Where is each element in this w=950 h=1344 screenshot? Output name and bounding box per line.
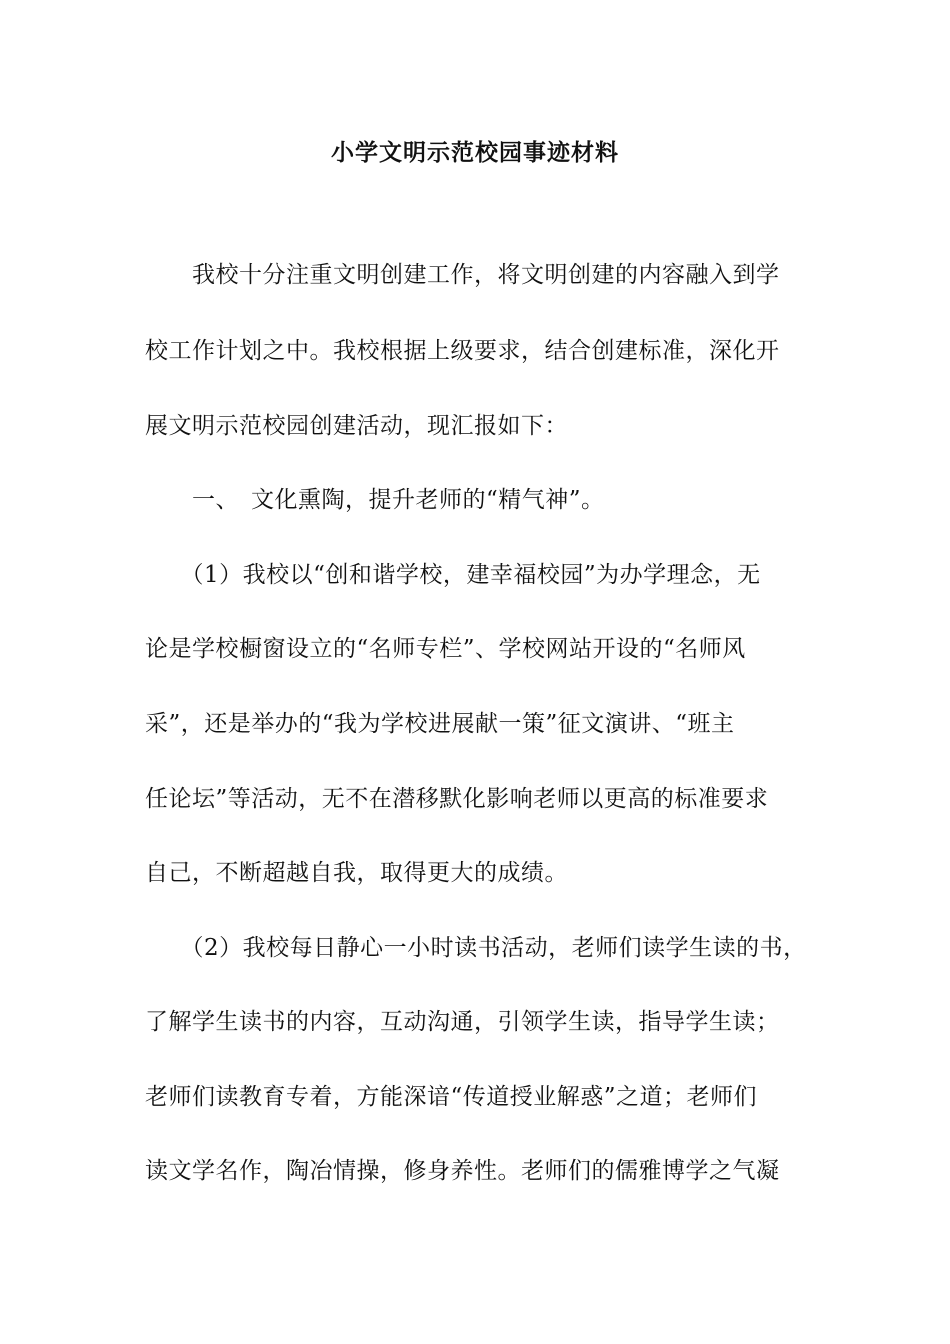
section-heading: 一、 文化熏陶，提升老师的“精气神”。 [145, 487, 605, 513]
paragraph-line: （1）我校以“创和谐学校，建幸福校园”为办学理念，无 [145, 562, 761, 588]
paragraph-line: 我校十分注重文明创建工作，将文明创建的内容融入到学 [145, 262, 780, 288]
paragraph-line: 读文学名作，陶冶情操，修身养性。老师们的儒雅博学之气凝 [145, 1158, 780, 1184]
paragraph-line: 论是学校橱窗设立的“名师专栏”、学校网站开设的“名师风 [145, 636, 746, 662]
document-title: 小学文明示范校园事迹材料 [331, 139, 619, 166]
paragraph-line: （2）我校每日静心一小时读书活动，老师们读学生读的书， [145, 935, 807, 961]
paragraph-line: 自己，不断超越自我，取得更大的成绩。 [145, 860, 568, 886]
paragraph-line: 任论坛”等活动，无不在潜移默化影响老师以更高的标准要求 [145, 786, 769, 812]
paragraph-line: 采”，还是举办的“我为学校进展献一策”征文演讲、“班主 [145, 711, 735, 737]
paragraph-line: 老师们读教育专着，方能深谙“传道授业解惑”之道；老师们 [145, 1084, 758, 1110]
paragraph-line: 校工作计划之中。我校根据上级要求，结合创建标准，深化开 [145, 338, 780, 364]
paragraph-line: 展文明示范校园创建活动，现汇报如下： [145, 413, 568, 439]
paragraph-line: 了解学生读书的内容，互动沟通，引领学生读，指导学生读； [145, 1009, 780, 1035]
